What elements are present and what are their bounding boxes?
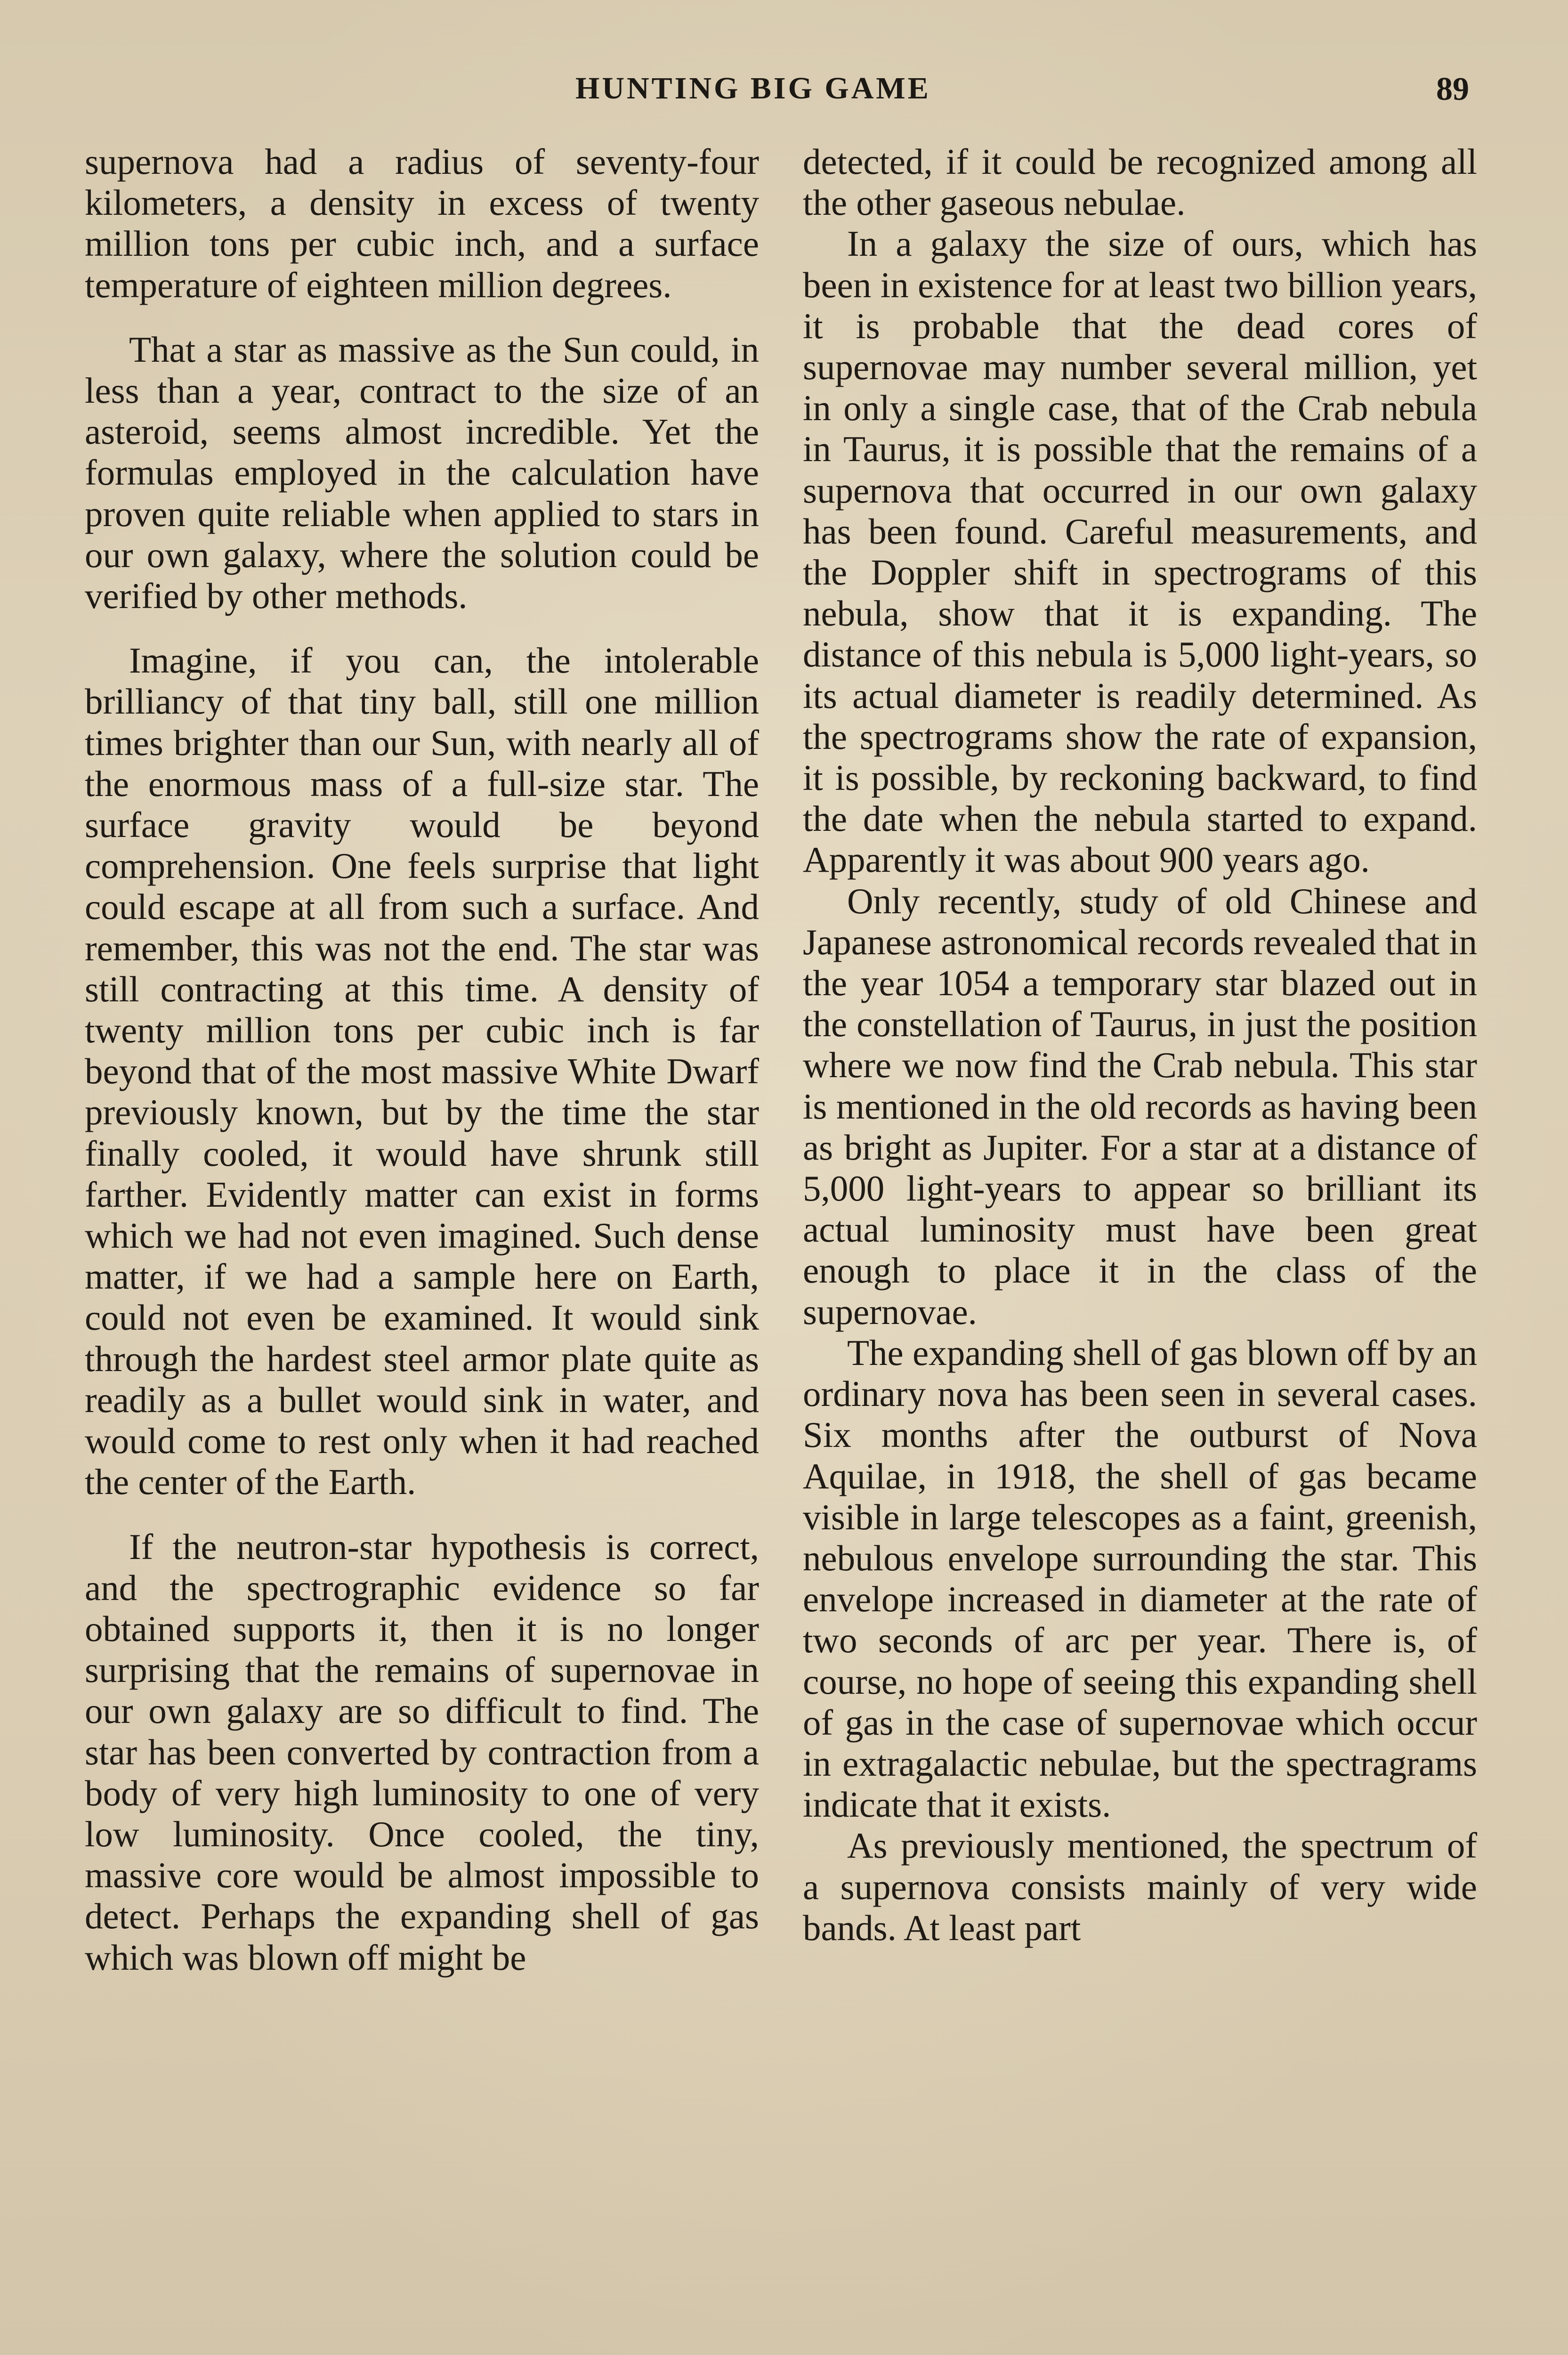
- right-column: [803, 141, 1477, 1949]
- paragraph: detected, if it could be recognized among all the other gaseous nebulae.: [803, 141, 1477, 223]
- paragraph: In a galaxy the size of ours, which has been in existence for at least two billion years, it is probable that the dead cores of supernovae may number several million, yet in only a single case, that of the Crab nebula in Taurus, it is possible that the remains of a supernova that occurred in our own galaxy has been found. Careful measurements, and the Doppler shift in spectrograms of this nebula, show that it is expanding. The distance of this nebula is 5,000 light-years, so its actual diameter is readily determined. As the spectrograms show the rate of expansion, it is possible, by reckoning backward, to find the date when the nebula started to expand. Apparently it was about 900 years ago.: [803, 223, 1477, 880]
- paragraph: Imagine, if you can, the intolerable brilliancy of that tiny ball, still one million times brighter than our Sun, with nearly all of the enormous mass of a full-size star. The surface gravity would be beyond comprehension. One feels surprise that light could escape at all from such a surface. And remember, this was not the end. The star was still contracting at this time. A density of twenty million tons per cubic inch is far beyond that of the most massive White Dwarf previously known, but by the time the star finally cooled, it would have shrunk still farther. Evidently matter can exist in forms which we had not even imagined. Such dense matter, if we had a sample here on Earth, could not even be examined. It would sink through the hardest steel armor plate quite as readily as a bullet would sink in water, and would come to rest only when it had reached the center of the Earth.: [85, 640, 759, 1502]
- paragraph: Only recently, study of old Chinese and Japanese astronomical records revealed that in the year 1054 a temporary star blazed out in the constellation of Taurus, in just the position where we now find the Crab nebula. This star is mentioned in the old records as having been as bright as Jupiter. For a star at a distance of 5,000 light-years to appear so brilliant its actual luminosity must have been great enough to place it in the class of the supernovae.: [803, 880, 1477, 1332]
- paragraph: supernova had a radius of seventy-four kilometers, a density in excess of twenty million tons per cubic inch, and a surface temperature of eighteen million degrees.: [85, 141, 759, 305]
- paragraph: That a star as massive as the Sun could, in less than a year, contract to the size of an asteroid, seems almost incredible. Yet the formulas employed in the calculation have proven quite reliable when applied to stars in our own galaxy, where the solution could be verified by other methods.: [85, 329, 759, 617]
- running-head: HUNTING BIG GAME: [575, 71, 931, 106]
- paragraph: The expanding shell of gas blown off by an ordinary nova has been seen in several cases. Six months after the outburst of Nova Aquilae, in 1918, the shell of gas became visible in large telescopes as a faint, greenish, nebulous envelope surrounding the star. This envelope increased in diameter at the rate of two seconds of arc per year. There is, of course, no hope of seeing this expanding shell of gas in the case of supernovae which occur in extragalactic nebulae, but the spectragrams indicate that it exists.: [803, 1332, 1477, 1825]
- page-number: 89: [1436, 71, 1469, 107]
- paragraph: If the neutron-star hypothesis is correct, and the spectrographic evidence so far obtained supports it, then it is no longer surprising that the remains of supernovae in our own galaxy are so difficult to find. The star has been converted by contraction from a body of very high luminosity to one of very low luminosity. Once cooled, the tiny, massive core would be almost impossible to detect. Perhaps the expanding shell of gas which was blown off might be: [85, 1526, 759, 1978]
- left-column: [85, 141, 759, 1978]
- paragraph: As previously mentioned, the spectrum of a supernova consists mainly of very wide bands. At least part: [803, 1825, 1477, 1948]
